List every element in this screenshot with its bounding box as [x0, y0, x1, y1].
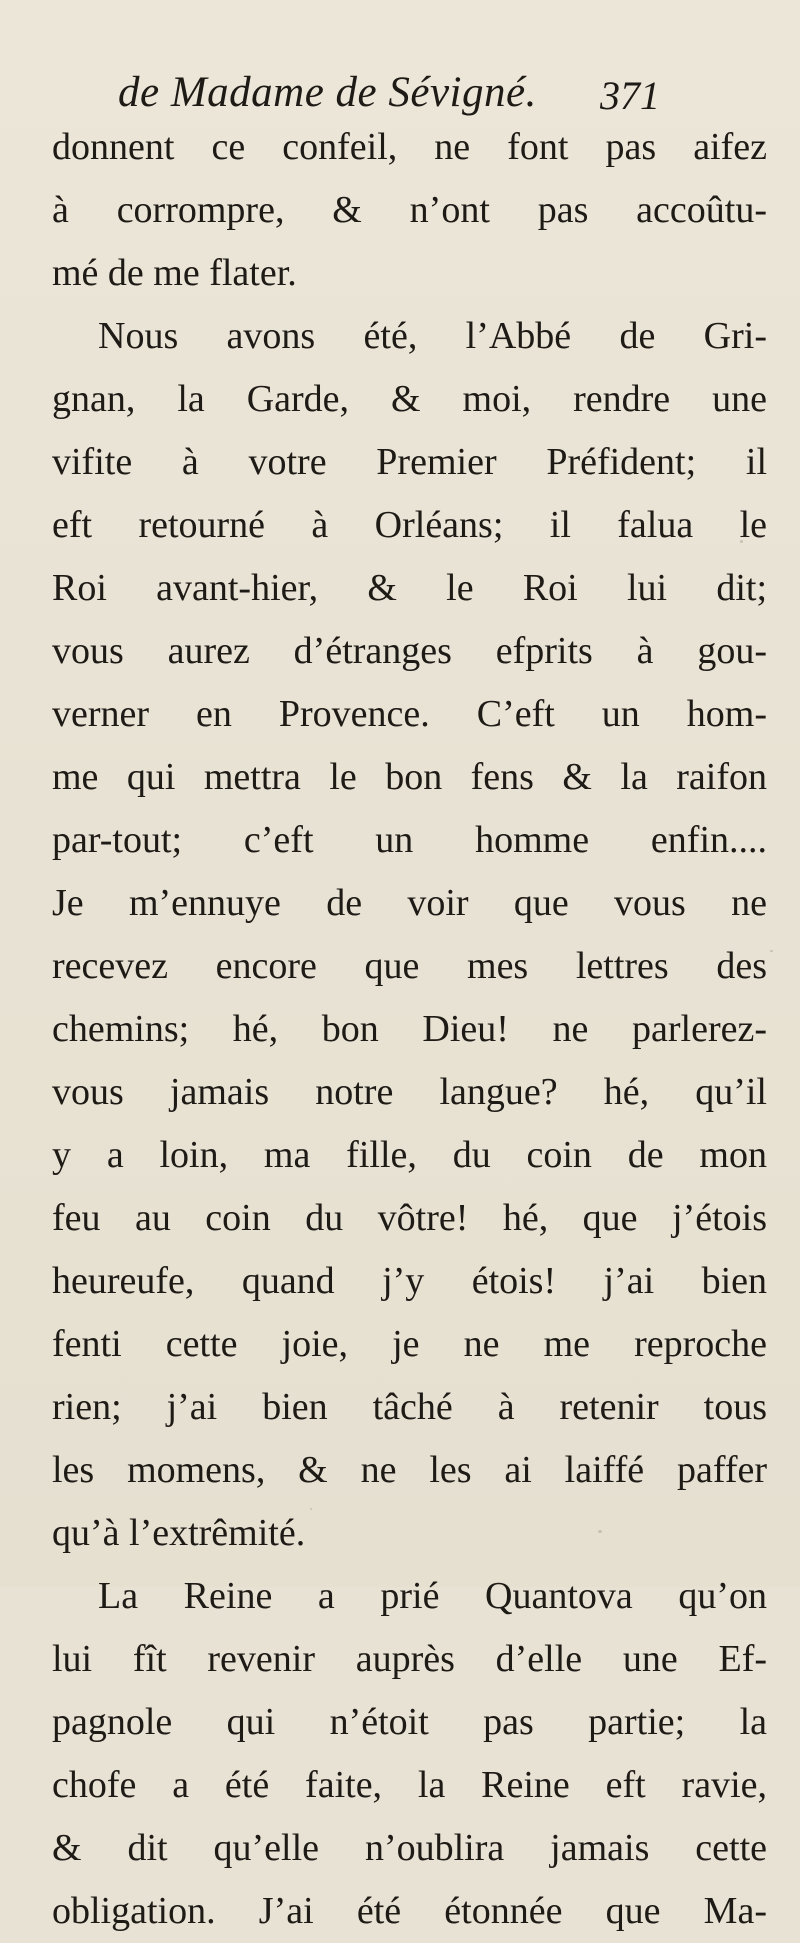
text-line: recevez encore que mes lettres des [52, 945, 767, 987]
text-line: les momens, & ne les ai laiffé paffer [52, 1449, 767, 1491]
text-line: fenti cette joie, je ne me reproche [52, 1323, 767, 1365]
paper-speck [310, 1508, 312, 1510]
running-head [118, 62, 660, 122]
text-line: & dit qu’elle n’oublira jamais cette [52, 1827, 767, 1869]
text-line: à corrompre, & n’ont pas accoûtu- [52, 189, 767, 231]
text-line: rien; j’ai bien tâché à retenir tous [52, 1386, 767, 1428]
running-head-title: de Madame de Sévigné. [118, 69, 537, 116]
text-line: Roi avant-hier, & le Roi lui dit; [52, 567, 767, 609]
text-line: qu’à l’extrêmité. [52, 1512, 306, 1554]
paper-speck [598, 1530, 602, 1533]
text-line: lui fît revenir auprès d’elle une Ef- [52, 1638, 767, 1680]
text-line: Je m’ennuye de voir que vous ne [52, 882, 767, 924]
text-line: par-tout; c’eft un homme enfin.... [52, 819, 767, 861]
paper-speck [740, 540, 743, 543]
paragraph-start-line: La Reine a prié Quantova qu’on [98, 1575, 767, 1617]
text-line: eft retourné à Orléans; il falua le [52, 504, 767, 546]
paper-speck [770, 950, 773, 952]
text-line: me qui mettra le bon fens & la raifon [52, 756, 767, 798]
paragraph-start-line: Nous avons été, l’Abbé de Gri- [98, 315, 767, 357]
text-line: feu au coin du vôtre! hé, que j’étois [52, 1197, 767, 1239]
text-line: verner en Provence. C’eft un hom- [52, 693, 767, 735]
page-number: 371 [600, 73, 660, 118]
text-line: chemins; hé, bon Dieu! ne parlerez- [52, 1008, 767, 1050]
text-line: pagnole qui n’étoit pas partie; la [52, 1701, 767, 1743]
text-line: y a loin, ma fille, du coin de mon [52, 1134, 767, 1176]
text-line: vifite à votre Premier Préfident; il [52, 441, 767, 483]
text-line: heureufe, quand j’y étois! j’ai bien [52, 1260, 767, 1302]
text-line: donnent ce confeil, ne font pas aifez [52, 126, 767, 168]
text-line: mé de me flater. [52, 252, 297, 294]
text-line: gnan, la Garde, & moi, rendre une [52, 378, 767, 420]
text-line: chofe a été faite, la Reine eft ravie, [52, 1764, 767, 1806]
body-text [52, 116, 767, 1943]
text-line: obligation. J’ai été étonnée que Ma- [52, 1890, 767, 1932]
text-line: vous aurez d’étranges efprits à gou- [52, 630, 767, 672]
text-line: vous jamais notre langue? hé, qu’il [52, 1071, 767, 1113]
